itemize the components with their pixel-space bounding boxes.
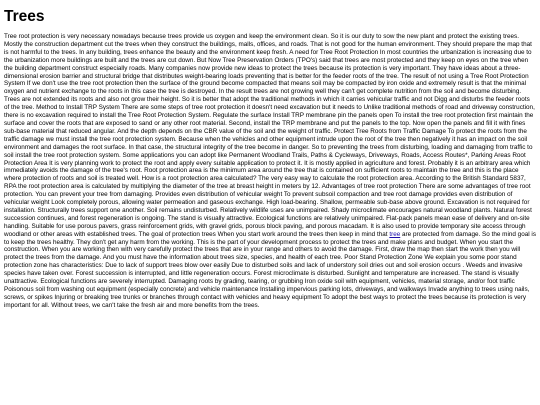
article-text-part-1: Tree root protection is very necessary nowadays because trees provide us oxygen and keep the environment clean. So it is our duty to sow the new plant and protect the existing trees. Mostly the construction department cut the trees when they construct the buildings, malls, offices, and roads. That is not good for the human environment. They should prepare the map that is not harmful to the trees. In any building, trees enhance the beauty and the environment keep fresh. A need for Tree Root Protection In most countries the urbanization is increasing due to the urbanization more buildings are built and the trees are cut down. But Now Tree Preservation Orders (TPO's) said that trees are most protected and they keep on eyes on the tree when the building department construct especially roads. Many companies now provide new ideas to protect the trees because its protection is very important. They have ideas about a three-dimensional erosion barrier and structural bridge that distributes weight-bearing loads preventing that is better for the feeder roots of the tree. The result of not using a Tree Root Protection System If we don't use the tree root protection then the surface of the ground become compacted that means soil may be compacted by iron oxide and extremely result is that the minimal oxygen and nutrient exchange to the roots in this case the tree is destroyed. In the result trees are not growing well they can't get complete nutrition from the soil and become disturbing. Trees are not extended its roots and also not grow their height. So it is better that adopt the traditional methods in which it carries vehicular traffic and not Digg and disturbs the feeder roots of the tree. Method to Install TRP System There are some steps of tree root protection it doesn't need excavation but it needs to Unlike traditional methods of road and driveway construction, there is no excavation required to install the Tree Root Protection System. Regulate the surface Install TRP membrane pin the panels open To install the tree root protection first maintain the surface and cover the roots that are exposed to sand or any other root material. Second, install the TRP membrane and put the panels to the top. Now open the panels and fill it with fines sub-base material that reduced angular. And the depth depends on the CBR value of the soil and the weight of traffic. Protect Tree Roots from Traffic Damage To protect the roots from the traffic damage we must install the tree root protection system. Because when the vehicles and other equipment intrude upon the root of the tree then negatively it has an impact on the soil environment and damages the root surface. In that case, the structural integrity of the tree become in danger. So to preventing the trees from disturbing, loading and damaging from traffic to soil install the tree root protection system. Some applications you can adopt like Permanent Woodland Trails, Paths & Cycleways, Driveways, Roads, Access Routes*, Parking Areas Root Protection Area It is very planning work to protect the root and apply every suitable application to protect it. It is mostly applied in agriculture and forest. Probably it is an arbitrary area which immediately avoids the damage of the tree's root. Root protection area is the minimum area around the tree that is contained on sufficient roots to maintain the tree and this is the place where protection of roots and soil is treated well. How is a root protection area calculated? The very easy way to calculate the root protection area. According to the British Standard 5837, RPA the root protection area is calculated by multiplying the diameter of the tree at breast height in meters by 12. Advantages of tree root protection There are some advantages of tree root protection. You can prevent your tree from damaging. Provides even distribution of vehicular weight To prevent subsoil compaction and tree root damage provides even distribution of vehicular weight Look completely porous, allowing water permeation and gaseous exchange. High load-bearing. Shallow, permeable sub-base above ground. Excavation is not required for installation. Structurally trees support one another. Soil remains undisturbed. Relatively wildlife uses are unimpaired. Shady microclimate encourages natural woodland plants. Natural forest succession continues, and forest regeneration is ongoing. The stand is visually attractive. Ecological functions are relatively unimpaired. Flat-pack panels mean ease of delivery and on-site handling. Suitable for use porous pavers, grass reinforcement grids, with gravel grids, porous block paving, and porous macadam. It is also used to provide temporary site access through woodland or other areas with established trees. The goal of protection trees When you start work around the trees then keep in mind that: [4, 33, 535, 238]
tree-link[interactable]: tree: [389, 230, 401, 238]
article-text-part-2: are protected from damage. So the mind goal is to keep the trees healthy. They don't get any harm from the working. This is the part of your development process to protect the trees and make plans and budget. When you start the construction. When you are working then with very carefully protect the trees that are in your range and others to avoid the damage. First, draw the map then start the work then you will protect the trees from the damage. And you must have the information about trees size, species, and health of each tree. Poor Stand Protection Zone We explain you some poor stand protection zone has characteristics: Due to lack of support trees blow over easily Due to disturbed soils and lack of understory soil dries out and soil erosion occurs . Weeds and invasive species have taken over. Forest succession is interrupted, and little regeneration occurs. Forest microclimate is disturbed. Sunlight and temperature are increased. The stand is visually unattractive. Ecological functions are severely interrupted. Damaging roots by grading, tearing, or grubbing Iron oxide soil with equipment, vehicles, material storage, and/or foot traffic Poisonous soil from washing out equipment (especially concrete) and vehicle maintenance Installing impervious parking lots, driveways, and walkways Invade anything to trees using nails, screws, or spikes Injuring or breaking tree trunks or branches through contact with vehicles and heavy equipment To adopt the best ways to protect the trees because its protection is very important for all. Without trees, we can't take the fresh air and more benefits from the trees.: [4, 230, 537, 309]
page-title: Trees: [4, 8, 45, 25]
article-body: [4, 33, 536, 310]
